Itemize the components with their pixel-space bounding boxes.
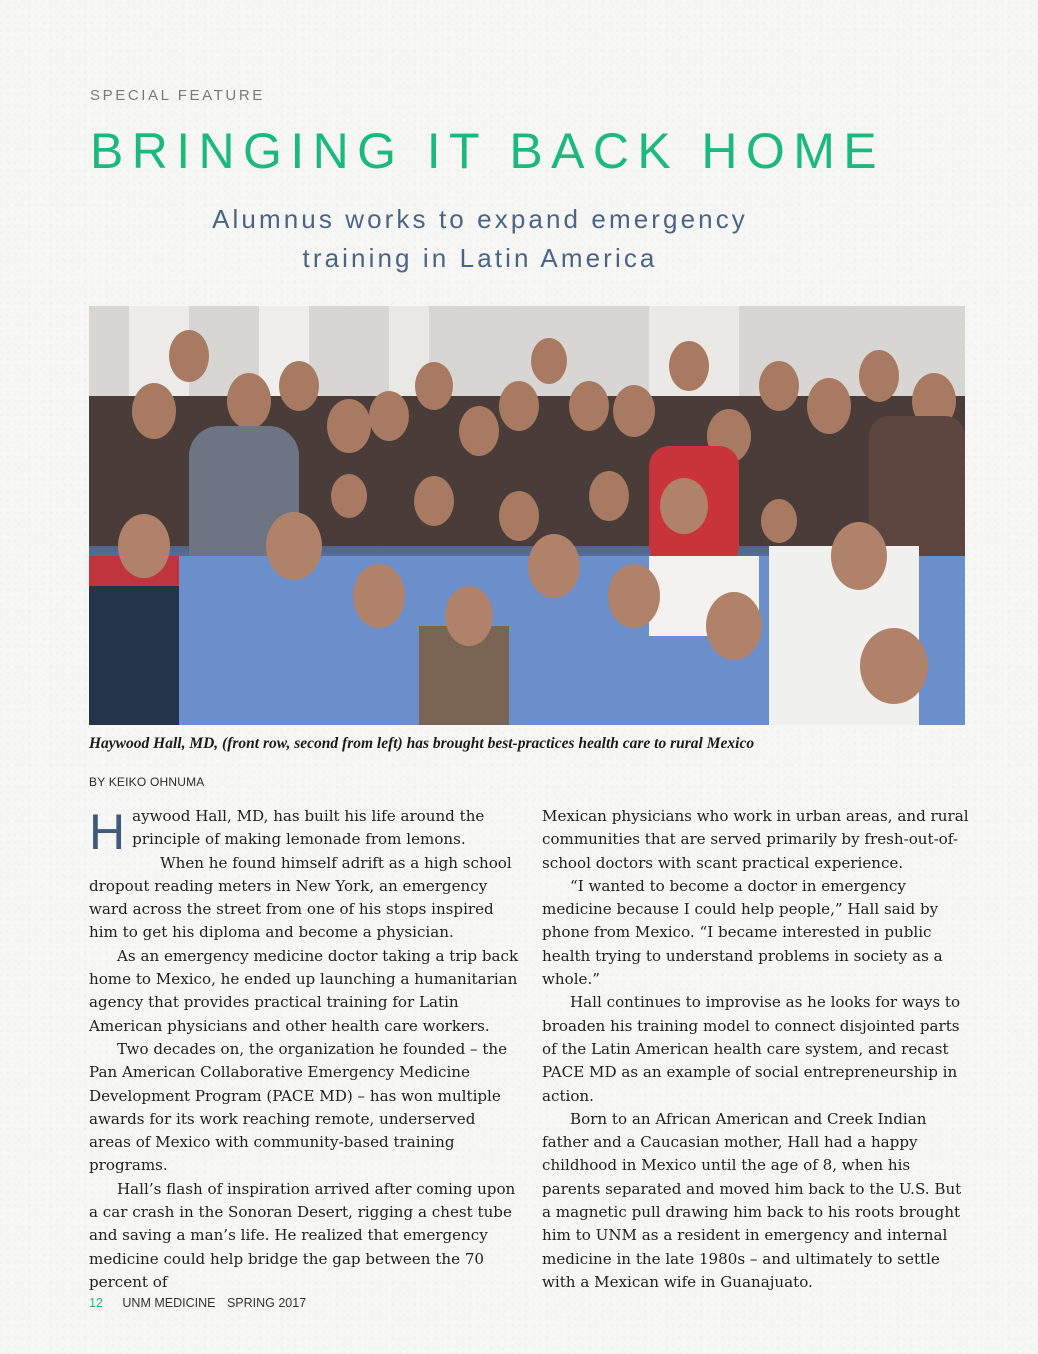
paragraph: Hall continues to improvise as he looks for ways to broaden his training model to connect disjointed parts of the Latin American health care system, and recast PACE MD as an example of social entrepreneurship in action. <box>542 993 961 1105</box>
section-kicker: SPECIAL FEATURE <box>90 87 265 104</box>
page-footer <box>89 1296 306 1310</box>
subtitle-line-2: training in Latin America <box>302 243 658 273</box>
group-photo <box>89 306 965 725</box>
paragraph: Two decades on, the organization he founded – the Pan American Collaborative Emergency Medicine Development Program (PACE MD) – has won multiple awards for its work reaching remote, underserved areas of Mexico with community-based training programs. <box>89 1039 508 1175</box>
paragraph: As an emergency medicine doctor taking a trip back home to Mexico, he ended up launching a humanitarian agency that provides practical training for Latin American physicians and other health care workers. <box>89 946 519 1035</box>
paragraph: Haywood Hall, MD, has built his life around the principle of making lemonade from lemons. <box>89 804 485 860</box>
drop-cap: H <box>89 804 126 860</box>
byline: BY KEIKO OHNUMA <box>89 775 205 789</box>
publication-name: UNM MEDICINE <box>122 1296 216 1310</box>
article-subtitle <box>120 200 840 278</box>
page-number: 12 <box>89 1296 103 1310</box>
paragraph: “I wanted to become a doctor in emergency medicine because I could help people,” Hall said by phone from Mexico. “I became interested in public health trying to understand problems in society as a whole.” <box>542 876 943 989</box>
paragraph: Born to an African American and Creek Indian father and a Caucasian mother, Hall had a happy childhood in Mexico until the age of 8, when his parents separated and moved him back to the U.S. But a magnetic pull drawing him back to his roots brought him to UNM as a resident in emergency and internal medicine in the late 1980s – and ultimately to settle with a Mexican wife in Guanajuato. <box>542 1109 962 1291</box>
subtitle-line-1: Alumnus works to expand emergency <box>212 204 748 234</box>
article-column-right <box>542 805 972 1294</box>
photo-caption: Haywood Hall, MD, (front row, second from left) has brought best-practices health care to rural Mexico <box>89 735 755 752</box>
article-column-left <box>89 805 519 1294</box>
issue-label: SPRING 2017 <box>226 1296 307 1310</box>
paragraph: When he found himself adrift as a high school dropout reading meters in New York, an emergency ward across the street from one of his stops inspired him to get his diploma and become a physician. <box>89 853 512 942</box>
article-title: BRINGING IT BACK HOME <box>90 123 886 179</box>
group-photo-illustration <box>89 306 965 725</box>
paragraph: Mexican physicians who work in urban areas, and rural communities that are served primarily by fresh-out-of-school doctors with scant practical experience. <box>542 807 969 872</box>
paragraph: Hall’s flash of inspiration arrived after coming upon a car crash in the Sonoran Desert, rigging a chest tube and saving a man’s life. He realized that emergency medicine could help bridge the gap between the 70 percent of <box>89 1179 516 1291</box>
